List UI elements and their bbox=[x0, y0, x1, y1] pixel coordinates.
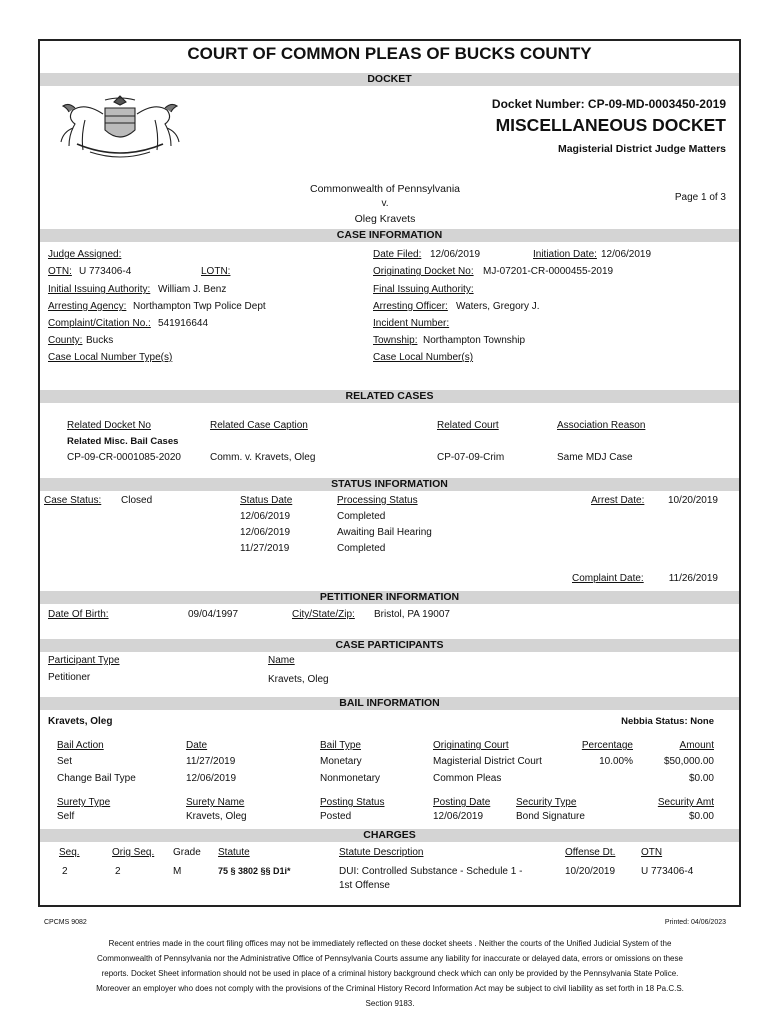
posting-date-value: 12/06/2019 bbox=[433, 811, 484, 822]
charge-statute-header: Statute bbox=[218, 847, 250, 858]
township-value: Northampton Township bbox=[423, 335, 526, 346]
initial-issuing-authority-value: William J. Benz bbox=[158, 284, 227, 295]
bail-action-header: Bail Action bbox=[57, 740, 104, 751]
final-issuing-authority-label: Final Issuing Authority: bbox=[373, 284, 474, 295]
related-docket-value: CP-09-CR-0001085-2020 bbox=[67, 452, 181, 463]
page-frame bbox=[38, 39, 741, 907]
case-information-band: CASE INFORMATION bbox=[40, 229, 739, 242]
participant-type-header: Participant Type bbox=[48, 655, 120, 666]
related-court-value: CP-07-09-Crim bbox=[437, 452, 505, 463]
city-state-zip-value: Bristol, PA 19007 bbox=[374, 609, 450, 620]
bail-date-1: 11/27/2019 bbox=[186, 756, 236, 767]
originating-docket-label: Originating Docket No: bbox=[373, 266, 474, 277]
charge-seq-header: Seq. bbox=[59, 847, 80, 858]
date-filed-label: Date Filed: bbox=[373, 249, 422, 260]
status-date-3: 11/27/2019 bbox=[240, 543, 290, 554]
status-date-2: 12/06/2019 bbox=[240, 527, 291, 538]
statute-description-value: DUI: Controlled Substance - Schedule 1 - bbox=[339, 866, 523, 877]
charge-orig-seq-value: 2 bbox=[115, 866, 121, 877]
county-label: County: bbox=[48, 335, 83, 346]
initiation-date-label: Initiation Date: bbox=[533, 249, 597, 260]
case-participants-band: CASE PARTICIPANTS bbox=[40, 639, 739, 652]
otn-label: OTN: bbox=[48, 266, 72, 277]
charges-band: CHARGES bbox=[40, 829, 739, 842]
charge-grade-value: M bbox=[173, 866, 182, 877]
incident-number-label: Incident Number: bbox=[373, 318, 450, 329]
complaint-date-label: Complaint Date: bbox=[572, 573, 644, 584]
township-label: Township: bbox=[373, 335, 418, 346]
status-information-band: STATUS INFORMATION bbox=[40, 478, 739, 491]
lotn-label: LOTN: bbox=[201, 266, 231, 277]
charge-otn-header: OTN bbox=[641, 847, 663, 858]
complaint-citation-label: Complaint/Citation No.: bbox=[48, 318, 151, 329]
case-status-value: Closed bbox=[121, 495, 153, 506]
bail-action-2: Change Bail Type bbox=[57, 773, 136, 784]
arrest-date-label: Arrest Date: bbox=[591, 495, 645, 506]
court-title: COURT OF COMMON PLEAS OF BUCKS COUNTY bbox=[187, 44, 592, 63]
bail-date-header: Date bbox=[186, 740, 208, 751]
originating-docket-value: MJ-07201-CR-0000455-2019 bbox=[483, 266, 614, 277]
security-amt-header: Security Amt bbox=[657, 797, 714, 808]
processing-status-1: Completed bbox=[337, 511, 386, 522]
docket-number: Docket Number: CP-09-MD-0003450-2019 bbox=[491, 97, 726, 111]
arresting-agency-label: Arresting Agency: bbox=[48, 301, 127, 312]
related-cases-band: RELATED CASES bbox=[40, 390, 739, 403]
posting-status-header: Posting Status bbox=[320, 797, 385, 808]
case-local-number-type-label: Case Local Number Type(s) bbox=[48, 352, 173, 363]
security-type-header: Security Type bbox=[516, 797, 577, 808]
participant-name-value: Kravets, Oleg bbox=[268, 674, 329, 685]
caption-line-1: Commonwealth of Pennsylvania bbox=[310, 183, 460, 195]
bail-person-name: Kravets, Oleg bbox=[48, 716, 113, 727]
surety-type-value: Self bbox=[57, 811, 75, 822]
charge-otn-value: U 773406-4 bbox=[641, 866, 694, 877]
docket-band: DOCKET bbox=[40, 73, 739, 86]
bail-type-1: Monetary bbox=[320, 756, 362, 767]
offense-date-header: Offense Dt. bbox=[565, 847, 616, 858]
petitioner-information-band: PETITIONER INFORMATION bbox=[40, 591, 739, 604]
surety-name-header: Surety Name bbox=[186, 797, 245, 808]
amount-2: $0.00 bbox=[688, 773, 714, 784]
charge-statute-value: 75 § 3802 §§ D1i* bbox=[218, 866, 291, 876]
initiation-date-value: 12/06/2019 bbox=[601, 249, 652, 260]
otn-value: U 773406-4 bbox=[79, 266, 132, 277]
related-caption-header: Related Case Caption bbox=[210, 420, 308, 431]
caption-line-2: v. bbox=[381, 198, 389, 209]
related-caption-value: Comm. v. Kravets, Oleg bbox=[210, 452, 316, 463]
bail-type-2: Nonmonetary bbox=[320, 773, 381, 784]
posting-status-value: Posted bbox=[320, 811, 352, 822]
participant-type-value: Petitioner bbox=[48, 672, 91, 683]
disclaimer-text: Recent entries made in the court filing offices may not be immediately reflected on these docket sheets . Neither the courts of the Unified Judicial System of the Commonwealth of Pennsylvania nor the Administrative Office of Pennsylvania Courts assume any liability for inaccurate or delayed data, errors or omissions on these reports. Docket Sheet information should not be used in place of a criminal history background check which can only be provided by the Pennsylvania State Police. Moreover an employer who does not comply with the provisions of the Criminal History Record Information Act may be subject to civil liability as set forth in 18 Pa.C.S. Section 9183. bbox=[96, 939, 684, 1008]
offense-date-value: 10/20/2019 bbox=[565, 866, 616, 877]
bail-action-1: Set bbox=[57, 756, 73, 767]
initial-issuing-authority-label: Initial Issuing Authority: bbox=[48, 284, 151, 295]
date-of-birth-label: Date Of Birth: bbox=[48, 609, 109, 620]
processing-status-header: Processing Status bbox=[337, 495, 418, 506]
complaint-citation-value: 541916644 bbox=[158, 318, 209, 329]
participant-name-header: Name bbox=[268, 655, 295, 666]
processing-status-3: Completed bbox=[337, 543, 386, 554]
date-of-birth-value: 09/04/1997 bbox=[188, 609, 239, 620]
charge-orig-seq-header: Orig Seq. bbox=[112, 847, 155, 858]
county-value: Bucks bbox=[86, 335, 114, 346]
amount-1: $50,000.00 bbox=[663, 756, 714, 767]
judge-assigned-label: Judge Assigned: bbox=[48, 249, 122, 260]
nebbia-status: Nebbia Status: None bbox=[621, 716, 714, 727]
docket-type: MISCELLANEOUS DOCKET bbox=[495, 115, 726, 135]
case-local-numbers-label: Case Local Number(s) bbox=[373, 352, 474, 363]
arresting-agency-value: Northampton Twp Police Dept bbox=[133, 301, 266, 312]
related-court-header: Related Court bbox=[437, 420, 499, 431]
date-filed-value: 12/06/2019 bbox=[430, 249, 481, 260]
caption-line-3: Oleg Kravets bbox=[354, 213, 416, 225]
docket-subtype: Magisterial District Judge Matters bbox=[557, 143, 726, 155]
arresting-officer-label: Arresting Officer: bbox=[373, 301, 448, 312]
surety-name-value: Kravets, Oleg bbox=[186, 811, 247, 822]
processing-status-2: Awaiting Bail Hearing bbox=[337, 527, 432, 538]
case-status-label: Case Status: bbox=[44, 495, 102, 506]
charge-grade-header: Grade bbox=[173, 847, 201, 858]
arresting-officer-value: Waters, Gregory J. bbox=[456, 301, 540, 312]
bail-type-header: Bail Type bbox=[320, 740, 361, 751]
association-reason-header: Association Reason bbox=[557, 420, 646, 431]
related-docket-header: Related Docket No bbox=[67, 420, 151, 431]
charge-seq-value: 2 bbox=[62, 866, 68, 877]
originating-court-header: Originating Court bbox=[433, 740, 509, 751]
page-number: Page 1 of 3 bbox=[674, 192, 726, 203]
status-date-1: 12/06/2019 bbox=[240, 511, 291, 522]
status-date-header: Status Date bbox=[240, 495, 293, 506]
originating-court-2: Common Pleas bbox=[433, 773, 502, 784]
statute-description-line-2: 1st Offense bbox=[339, 880, 390, 891]
security-type-value: Bond Signature bbox=[516, 811, 585, 822]
arrest-date-value: 10/20/2019 bbox=[667, 495, 718, 506]
bail-information-band: BAIL INFORMATION bbox=[40, 697, 739, 710]
related-group-label: Related Misc. Bail Cases bbox=[67, 436, 179, 447]
security-amt-value: $0.00 bbox=[688, 811, 714, 822]
amount-header: Amount bbox=[679, 740, 714, 751]
bail-date-2: 12/06/2019 bbox=[186, 773, 237, 784]
city-state-zip-label: City/State/Zip: bbox=[292, 609, 355, 620]
statute-description-header: Statute Description bbox=[339, 847, 424, 858]
surety-type-header: Surety Type bbox=[57, 797, 111, 808]
pennsylvania-seal-icon bbox=[55, 92, 185, 164]
originating-court-1: Magisterial District Court bbox=[433, 756, 542, 767]
percentage-1: 10.00% bbox=[599, 756, 633, 767]
association-reason-value: Same MDJ Case bbox=[557, 452, 633, 463]
printed-date: Printed: 04/06/2023 bbox=[664, 919, 726, 926]
complaint-date-value: 11/26/2019 bbox=[668, 573, 718, 584]
form-number: CPCMS 9082 bbox=[44, 919, 87, 926]
percentage-header: Percentage bbox=[581, 740, 633, 751]
posting-date-header: Posting Date bbox=[433, 797, 491, 808]
